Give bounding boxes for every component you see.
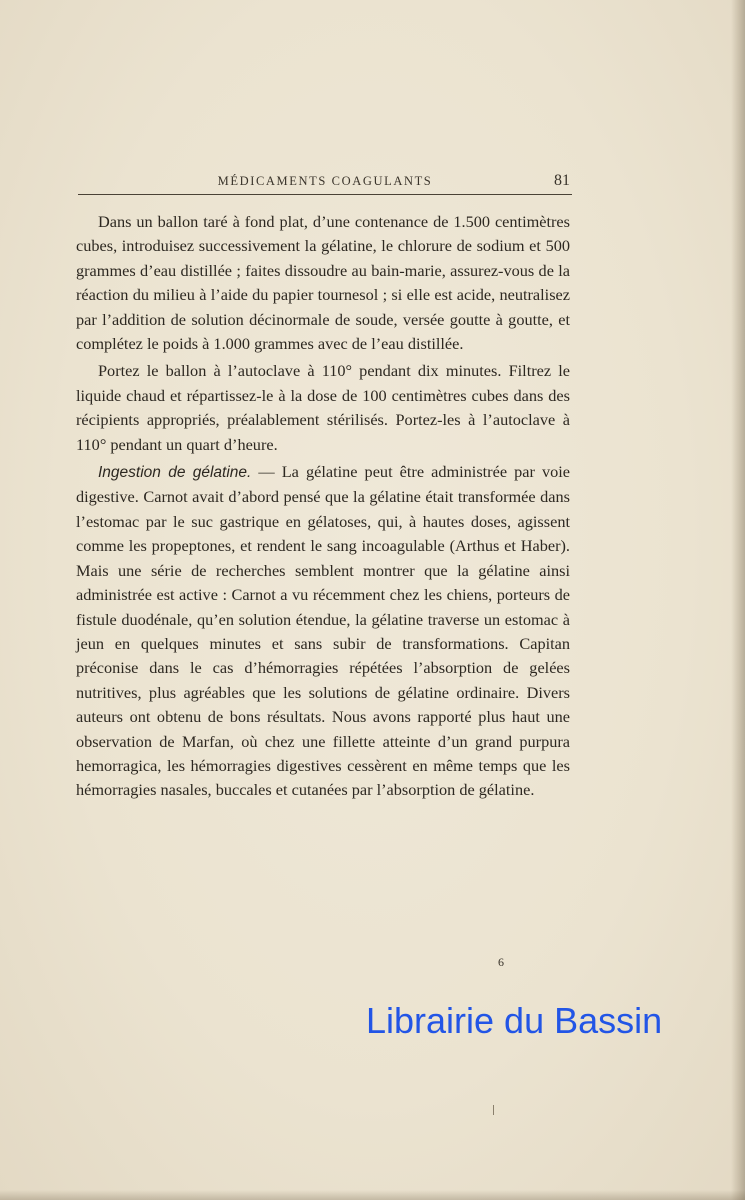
bottom-tick-mark bbox=[493, 1105, 494, 1115]
section-lead: Ingestion de gélatine. bbox=[98, 464, 252, 482]
paragraph-3-text: — La gélatine peut être administrée par voie digestive. Carnot avait d’abord pensé que la gélatine était transformée dans l’estomac par le suc gastrique en gélatoses, qui, à hautes doses, agissent comme les propeptones, et rendent le sang incoagulable (Arthus et Haber). Mais une série de recherches semblent montrer que la gélatine ainsi administrée est active : Carnot a vu récemment chez les chiens, porteurs de fistule duodénale, qu’en solution étendue, la gélatine traverse un estomac à jeun en quelques minutes et sans subir de transformations. Capitan préconise dans le cas d’hémorragies répétées l’absorption de gelées nutritives, plus agréables que les solutions de gélatine ordinaire. Divers auteurs ont obtenu de bons résultats. Nous avons rapporté plus haut une observation de Marfan, où chez une fillette atteinte d’un grand purpura hemorragica, les hémorragies digestives cessèrent en même temps que les hémorragies nasales, buccales et cutanées par l’absorption de gélatine. bbox=[76, 462, 570, 800]
running-title: MÉDICAMENTS COAGULANTS bbox=[217, 174, 433, 188]
page-edge-shadow bbox=[731, 0, 745, 1200]
paragraph-3 bbox=[76, 460, 570, 803]
page-number: 81 bbox=[554, 172, 570, 189]
paragraph-2: Portez le ballon à l’autoclave à 110° pendant dix minutes. Filtrez le liquide chaud et répartissez-le à la dose de 100 centimètres cubes dans des récipients appropriés, préalablement stérilisés. Portez-les à l’autoclave à 110° pendant un quart d’heure. bbox=[76, 361, 570, 454]
page-bottom-shadow bbox=[0, 1190, 745, 1200]
body-text bbox=[76, 210, 570, 803]
running-head bbox=[78, 172, 572, 196]
header-rule bbox=[78, 194, 572, 195]
signature-mark: 6 bbox=[498, 955, 504, 969]
watermark: Librairie du Bassin bbox=[366, 1000, 663, 1041]
paragraph-1: Dans un ballon taré à fond plat, d’une contenance de 1.500 centimètres cubes, introduisez successivement la gélatine, le chlorure de sodium et 500 grammes d’eau distillée ; faites dissoudre au bain-marie, assurez-vous de la réaction du milieu à l’aide du papier tournesol ; si elle est acide, neutralisez par l’addition de solution décinormale de soude, versée goutte à goutte, et complétez le poids à 1.000 grammes avec de l’eau distillée. bbox=[76, 212, 570, 354]
